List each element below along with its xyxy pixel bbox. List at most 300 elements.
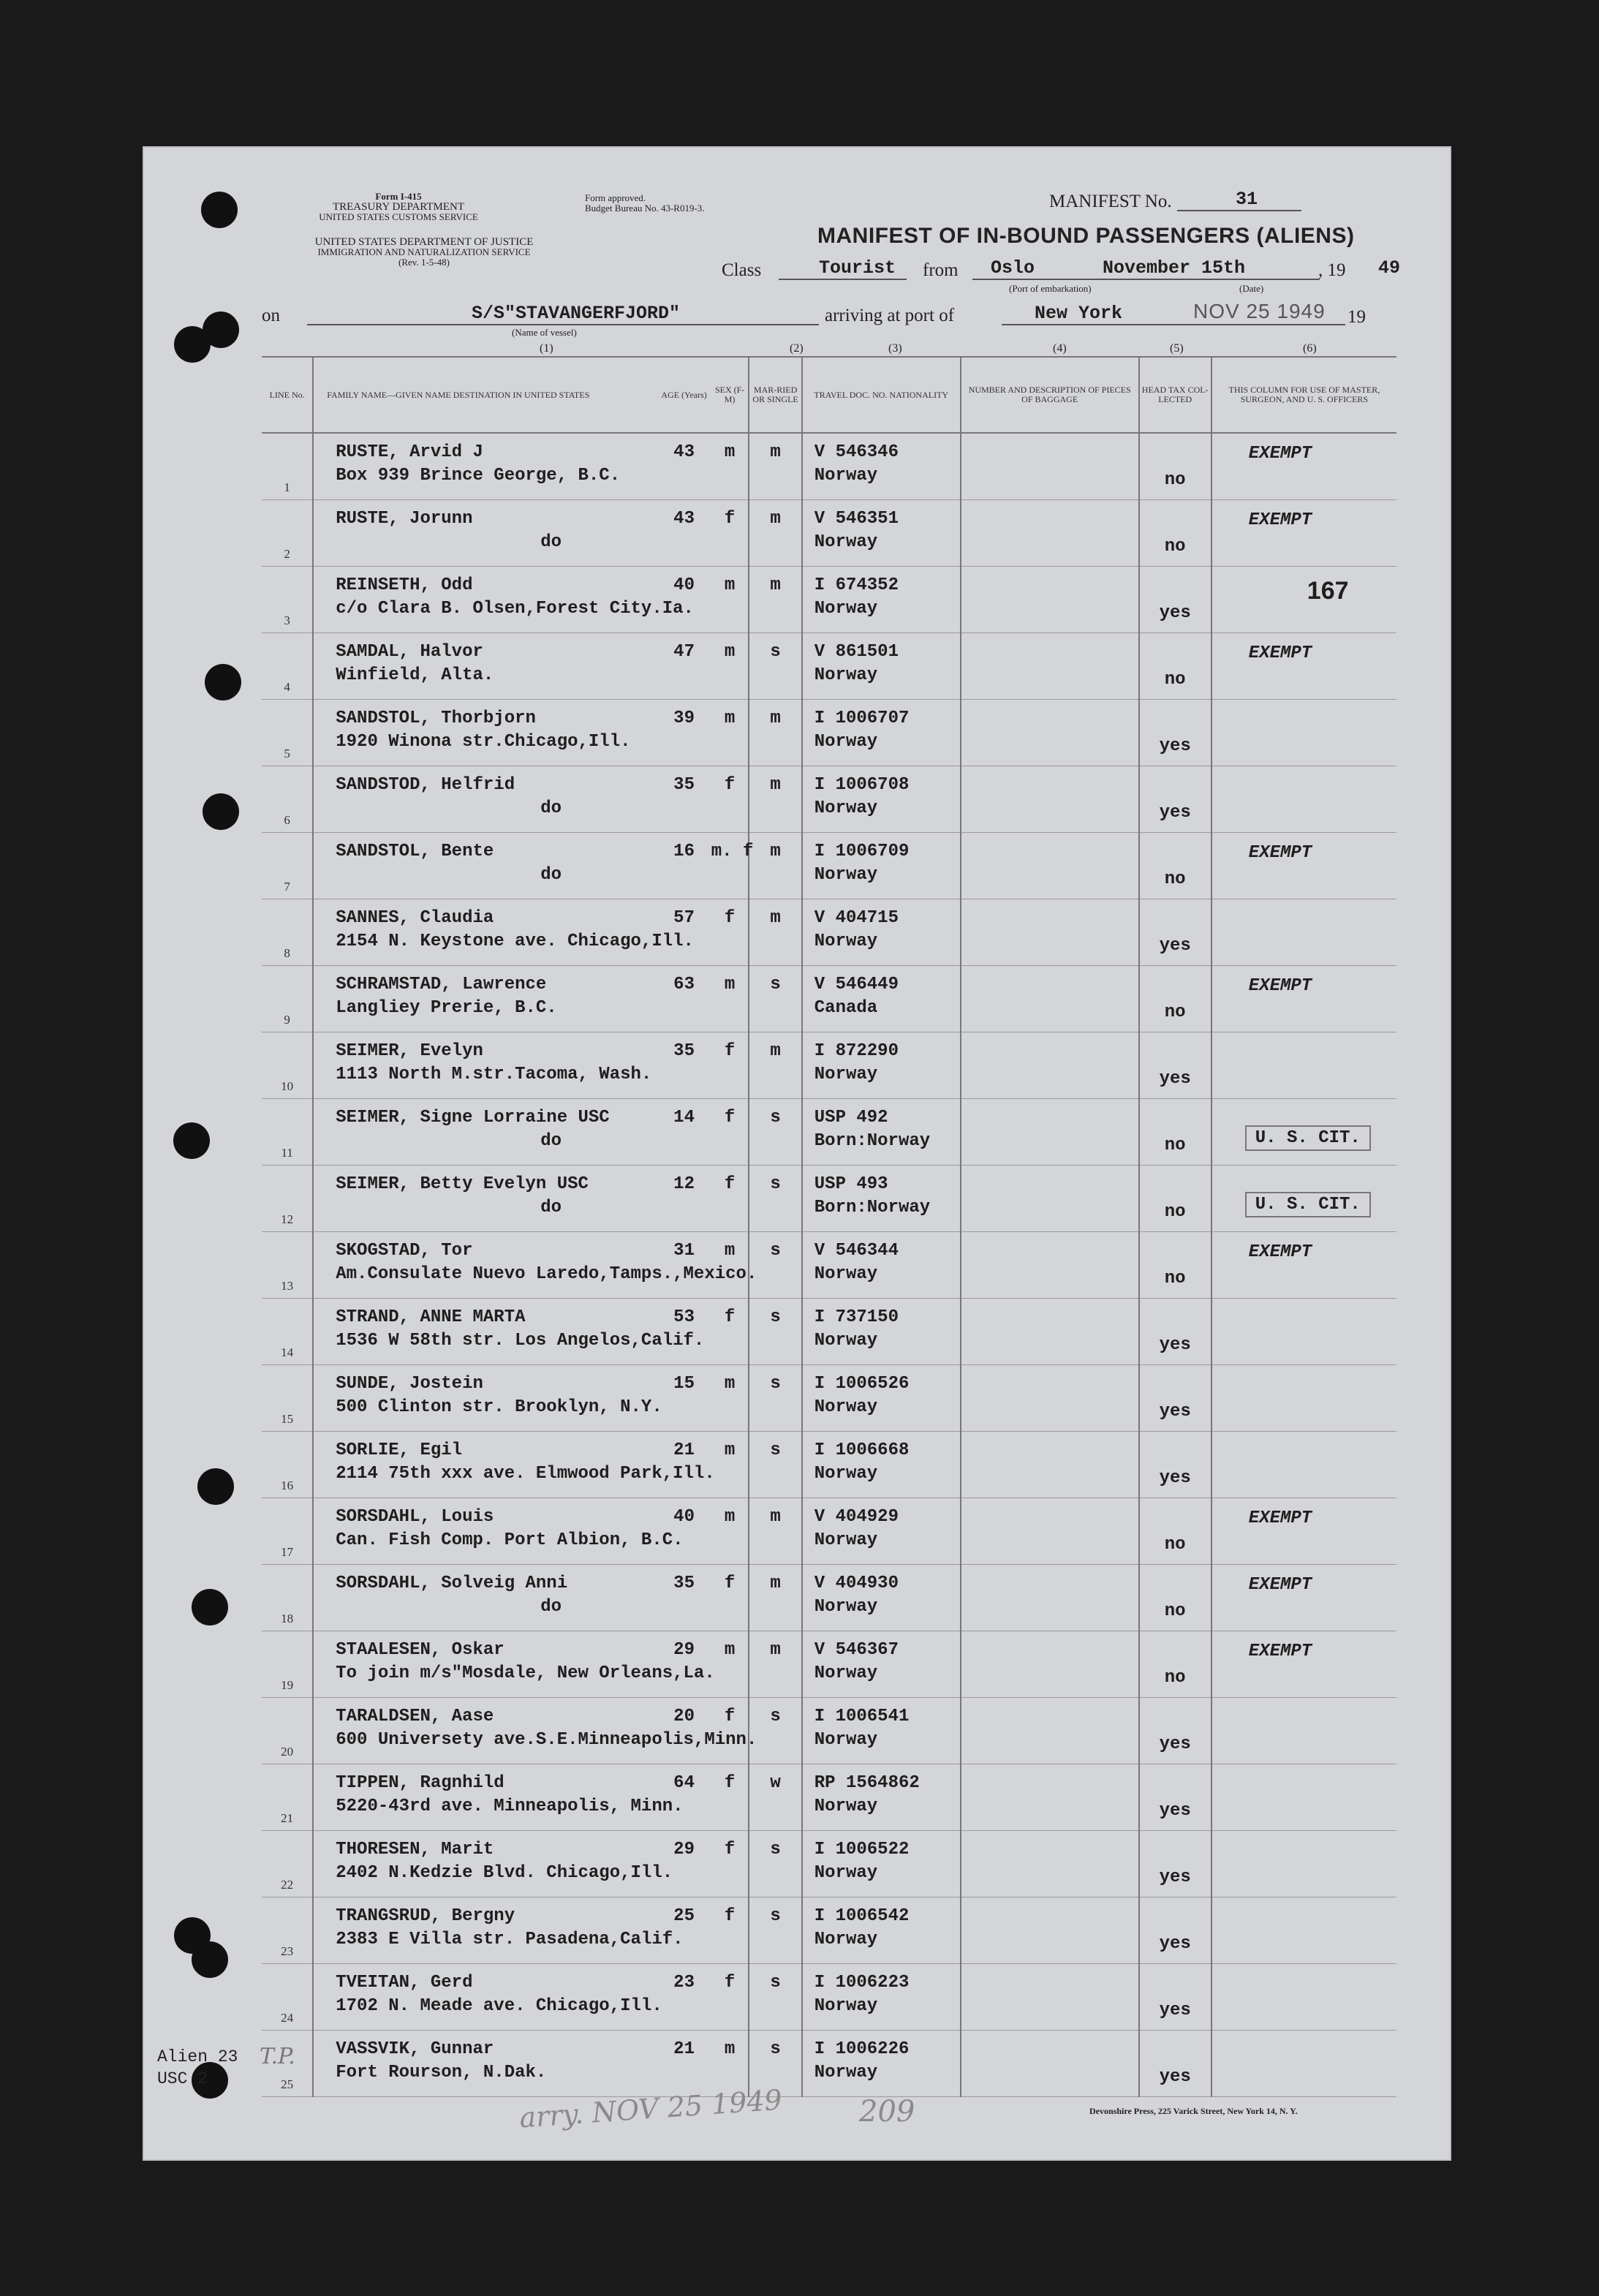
officer-cell [1211,433,1396,500]
line-number: 23 [281,1944,294,1958]
head-tax-cell [1139,1565,1211,1631]
marital-cell [749,966,801,1032]
doj-block [260,237,589,268]
nationality: Norway [814,1730,878,1750]
header-sex: SEX (F-M) [711,357,749,433]
table-row [262,1565,1396,1631]
line-cell [262,1897,313,1964]
head-tax: yes [1159,736,1191,756]
age-cell [657,1365,711,1432]
marital-cell [749,1698,801,1764]
line-number: 21 [281,1811,294,1825]
customs-service: UNITED STATES CUSTOMS SERVICE [319,211,478,222]
exempt-stamp: EXEMPT [1248,843,1312,863]
exempt-stamp: EXEMPT [1248,444,1312,464]
arrival-handwriting: arry. NOV 25 1949 [518,2083,784,2134]
head-tax-cell [1139,1498,1211,1565]
age-cell [657,433,711,500]
sex: m [724,442,736,462]
year-prefix: , 19 [1318,260,1346,280]
line-cell [262,899,313,966]
sex-cell [711,833,754,899]
destination: do [540,1131,562,1151]
head-tax: yes [1159,1335,1191,1355]
marital-cell [749,633,801,700]
head-tax-cell [1139,766,1211,833]
line-cell [262,1631,313,1698]
sex: m [724,2039,736,2059]
age-cell [657,1166,711,1232]
baggage-cell [961,633,1139,700]
line-number: 25 [281,2077,294,2091]
name-cell [313,833,657,899]
name-cell [313,633,657,700]
table-row [262,1831,1396,1897]
sex: m [724,1241,736,1261]
travel-doc-number: USP 493 [814,1174,888,1194]
age-cell [657,1498,711,1565]
age-cell [657,1565,711,1631]
passenger-name: TARALDSEN, Aase [336,1707,494,1726]
passenger-name: RUSTE, Arvid J [336,442,483,462]
year-value: 49 [1378,257,1401,279]
travel-doc-cell [802,1099,961,1166]
destination: do [540,865,562,885]
sex: m [724,642,736,662]
head-tax-cell [1139,1232,1211,1299]
age-cell [657,1099,711,1166]
sex: m [724,1640,736,1660]
officer-cell [1211,1964,1396,2031]
line-cell [262,1698,313,1764]
name-cell [313,1964,662,2031]
destination: 1536 W 58th str. Los Angelos,Calif. [336,1331,705,1351]
travel-doc-number: V 546344 [814,1241,899,1261]
travel-doc-number: V 546449 [814,975,899,994]
head-tax-cell [1139,433,1211,500]
head-tax-cell [1139,1432,1211,1498]
head-tax: no [1164,670,1186,690]
age: 53 [673,1307,695,1327]
travel-doc-cell [802,833,961,899]
officer-cell [1211,567,1396,633]
baggage-cell [961,1432,1139,1498]
sex: f [724,1773,736,1793]
passenger-name: TIPPEN, Ragnhild [336,1773,504,1793]
destination: Am.Consulate Nuevo Laredo,Tamps.,Mexico. [336,1264,757,1284]
head-tax-cell [1139,633,1211,700]
destination: To join m/s"Mosdale, New Orleans,La. [336,1664,715,1683]
sex: f [724,1174,736,1194]
class-value: Tourist [779,257,907,280]
destination: 2402 N.Kedzie Blvd. Chicago,Ill. [336,1863,673,1883]
travel-doc-number: I 1006522 [814,1840,910,1859]
table-row [262,833,1396,899]
embarkation-port: Oslo [972,257,1097,280]
passenger-name: SANNES, Claudia [336,908,494,928]
head-tax-cell [1139,833,1211,899]
sex: f [724,775,736,795]
sex: m [724,1507,736,1527]
line-cell [262,833,313,899]
header-head-tax: HEAD TAX COL-LECTED [1139,357,1211,433]
sex: f [724,1840,736,1859]
column-number: (4) [1053,342,1067,355]
head-tax-cell [1139,1897,1211,1964]
travel-doc-number: V 404929 [814,1507,899,1527]
head-tax-cell [1139,1365,1211,1432]
age-cell [657,966,711,1032]
head-tax: no [1164,1535,1186,1555]
table-row [262,1964,1396,2031]
nationality: Norway [814,665,878,685]
age-cell [657,766,711,833]
destination: do [540,1597,562,1617]
sex-cell [711,633,749,700]
head-tax: no [1164,1202,1186,1222]
baggage-cell [961,1099,1139,1166]
head-tax-cell [1139,1166,1211,1232]
nationality: Canada [814,998,878,1018]
passenger-name: SANDSTOL, Thorbjorn [336,709,536,728]
line-number: 3 [284,613,290,627]
vessel-caption: (Name of vessel) [512,327,577,338]
arrival-port: New York [1002,303,1345,325]
head-tax-cell [1139,1831,1211,1897]
marital-status: m [770,842,781,861]
travel-doc-number: V 404930 [814,1574,899,1593]
sex-cell [711,1365,749,1432]
line-number: 4 [284,680,290,694]
marital-status: m [770,1640,781,1660]
marital-cell [749,1565,801,1631]
nationality: Norway [814,1397,878,1417]
marital-cell [749,833,801,899]
officer-cell [1211,1698,1396,1764]
destination: do [540,532,562,552]
table-row [262,1631,1396,1698]
name-cell [313,1565,657,1631]
table-row [262,633,1396,700]
baggage-cell [961,1166,1139,1232]
marital-cell [749,1631,801,1698]
baggage-cell [961,1698,1139,1764]
margin-note-usc: USC 2 [157,2069,208,2088]
marital-cell [749,1498,801,1565]
manifest-label: MANIFEST No. [1049,192,1172,211]
travel-doc-cell [802,1365,961,1432]
head-tax: yes [1159,1402,1191,1421]
baggage-cell [961,1565,1139,1631]
column-number: (1) [540,342,553,355]
age: 23 [673,1973,695,1993]
passenger-name: SEIMER, Signe Lorraine USC [336,1108,610,1128]
arrival-date-stamp: NOV 25 1949 [1193,300,1326,322]
marital-status: s [770,1241,781,1261]
nationality: Born:Norway [814,1198,931,1217]
age: 29 [673,1640,695,1660]
sex-cell [711,1831,749,1897]
destination: 1113 North M.str.Tacoma, Wash. [336,1065,652,1084]
head-tax: yes [1159,803,1191,823]
line-number: 14 [281,1345,294,1359]
officer-cell [1211,1897,1396,1964]
age: 20 [673,1707,695,1726]
passenger-name: SORLIE, Egil [336,1440,463,1460]
marital-status: m [770,1574,781,1593]
name-cell [313,2031,657,2097]
head-tax: yes [1159,1069,1191,1089]
nationality: Norway [814,1996,878,2016]
nationality: Norway [814,2063,878,2082]
line-cell [262,700,313,766]
binder-hole [173,1122,210,1159]
passenger-name: SORSDAHL, Solveig Anni [336,1574,568,1593]
table-row [262,1232,1396,1299]
age: 35 [673,1041,695,1061]
officer-cell [1211,1232,1396,1299]
marital-status: s [770,642,781,662]
marital-status: s [770,975,781,994]
head-tax-cell [1139,1964,1211,2031]
destination: 2383 E Villa str. Pasadena,Calif. [336,1930,684,1949]
exempt-stamp: EXEMPT [1248,643,1312,663]
marital-cell [749,500,801,567]
baggage-cell [961,433,1139,500]
travel-doc-cell [802,1631,961,1698]
column-number: (5) [1170,342,1184,355]
travel-doc-cell [802,633,961,700]
vessel-name: S/S"STAVANGERFJORD" [307,303,819,325]
sex-cell [711,700,749,766]
age: 39 [673,709,695,728]
destination: Langliey Prerie, B.C. [336,998,557,1018]
name-cell [313,1299,705,1365]
age: 57 [673,908,695,928]
table-row [262,1299,1396,1365]
nationality: Norway [814,865,878,885]
head-tax-cell [1139,1631,1211,1698]
line-number: 20 [281,1745,294,1759]
passenger-name: SANDSTOD, Helfrid [336,775,515,795]
table-row [262,567,1396,633]
travel-doc-number: I 1006668 [814,1440,910,1460]
marital-status: s [770,1973,781,1993]
travel-doc-cell [802,567,961,633]
sex-cell [711,1432,749,1498]
head-tax: no [1164,1136,1186,1155]
travel-doc-cell [802,1299,961,1365]
nationality: Norway [814,532,878,552]
line-number: 16 [281,1479,294,1492]
age: 35 [673,775,695,795]
baggage-cell [961,567,1139,633]
age: 16 [673,842,695,861]
sex-cell [711,1964,749,2031]
line-cell [262,1099,313,1166]
travel-doc-cell [802,433,961,500]
age-cell [657,1698,711,1764]
officer-cell [1211,2031,1396,2097]
age-cell [657,1032,711,1099]
line-cell [262,1166,313,1232]
head-tax-cell [1139,1764,1211,1831]
sex: f [724,1108,736,1128]
travel-doc-cell [802,1897,961,1964]
baggage-cell [961,700,1139,766]
nationality: Norway [814,1597,878,1617]
head-tax-cell [1139,966,1211,1032]
us-citizen-stamp: U. S. CIT. [1245,1125,1371,1151]
ins: IMMIGRATION AND NATURALIZATION SERVICE [317,246,531,257]
arriving-label: arriving at port of [825,306,955,325]
age: 31 [673,1241,695,1261]
marital-cell [749,766,801,833]
passenger-name: SANDSTOL, Bente [336,842,494,861]
age-cell [657,1432,711,1498]
head-tax-cell [1139,1099,1211,1166]
passenger-name: TVEITAN, Gerd [336,1973,473,1993]
form-agency-block [289,192,508,222]
table-row [262,700,1396,766]
sex-cell [711,1498,749,1565]
table-row [262,1099,1396,1166]
nationality: Born:Norway [814,1131,931,1151]
line-cell [262,1299,313,1365]
officer-cell [1211,1432,1396,1498]
officer-cell [1211,766,1396,833]
marital-cell [749,1299,801,1365]
head-tax: yes [1159,2001,1191,2020]
destination: 1702 N. Meade ave. Chicago,Ill. [336,1996,662,2016]
age: 29 [673,1840,695,1859]
officer-cell [1211,1764,1396,1831]
destination: Winfield, Alta. [336,665,494,685]
nationality: Norway [814,798,878,818]
travel-doc-number: I 737150 [814,1307,899,1327]
exempt-stamp: EXEMPT [1248,1575,1312,1595]
sex-cell [711,1631,749,1698]
head-tax: yes [1159,1468,1191,1488]
nationality: Norway [814,1464,878,1484]
nationality: Norway [814,732,878,752]
destination: 2154 N. Keystone ave. Chicago,Ill. [336,932,694,951]
travel-doc-number: V 404715 [814,908,899,928]
marital-cell [749,1365,801,1432]
sex: f [724,1574,736,1593]
nationality: Norway [814,599,878,619]
sex: f [724,1041,736,1061]
sex-cell [711,1764,749,1831]
head-tax: yes [1159,1734,1191,1754]
line-cell [262,433,313,500]
marital-cell [749,1764,801,1831]
line-cell [262,966,313,1032]
age-cell [657,1964,711,2031]
name-cell [313,1831,673,1897]
travel-doc-cell [802,1166,961,1232]
line-number: 2 [284,547,290,561]
line-number: 22 [281,1878,294,1892]
officer-cell [1211,1099,1396,1166]
header-line: LINE No. [262,357,313,433]
nationality: Norway [814,1863,878,1883]
budget-bureau: Budget Bureau No. 43-R019-3. [585,203,705,214]
table-row [262,1897,1396,1964]
table-row [262,1365,1396,1432]
sex: f [724,1707,736,1726]
age: 35 [673,1574,695,1593]
baggage-cell [961,1831,1139,1897]
marital-status: s [770,1840,781,1859]
passenger-name: SCHRAMSTAD, Lawrence [336,975,547,994]
passenger-name: STRAND, ANNE MARTA [336,1307,526,1327]
marital-status: m [770,442,781,462]
nationality: Norway [814,466,878,486]
line-number: 11 [281,1146,293,1160]
travel-doc-cell [802,1698,961,1764]
nationality: Norway [814,1664,878,1683]
destination: do [540,1198,562,1217]
head-tax: yes [1159,936,1191,956]
head-tax: no [1164,1002,1186,1022]
sex-cell [711,433,749,500]
travel-doc-number: I 1006707 [814,709,910,728]
baggage-cell [961,1964,1139,2031]
officer-number: 167 [1307,577,1349,605]
marital-status: m [770,575,781,595]
line-number: 9 [284,1013,290,1027]
head-tax-cell [1139,500,1211,567]
marital-cell [749,567,801,633]
line-cell [262,500,313,567]
name-cell [313,1166,657,1232]
travel-doc-number: I 872290 [814,1041,899,1061]
marital-cell [749,1897,801,1964]
age-cell [657,2031,711,2097]
age-cell [657,1232,711,1299]
marital-status: w [770,1773,781,1793]
officer-cell [1211,1631,1396,1698]
baggage-cell [961,899,1139,966]
binder-hole [192,1589,228,1625]
head-tax-cell [1139,1032,1211,1099]
sex: m [724,1440,736,1460]
sex: m [724,575,736,595]
us-citizen-stamp: U. S. CIT. [1245,1192,1371,1217]
table-row [262,1764,1396,1831]
sex-cell [711,899,749,966]
table-row [262,500,1396,567]
age-cell [657,1631,711,1698]
nationality: Norway [814,1930,878,1949]
head-tax: no [1164,1668,1186,1688]
line-cell [262,1565,313,1631]
marital-cell [749,433,801,500]
line-cell [262,1964,313,2031]
name-cell [313,433,657,500]
destination: 500 Clinton str. Brooklyn, N.Y. [336,1397,662,1417]
age-cell [657,567,711,633]
line-number: 17 [281,1545,294,1559]
sex-cell [711,1565,749,1631]
head-tax: yes [1159,2067,1191,2087]
manifest-number: 31 [1177,189,1301,211]
name-cell [313,1099,657,1166]
exempt-stamp: EXEMPT [1248,1642,1312,1661]
line-number: 8 [284,946,290,960]
name-cell [313,1432,715,1498]
